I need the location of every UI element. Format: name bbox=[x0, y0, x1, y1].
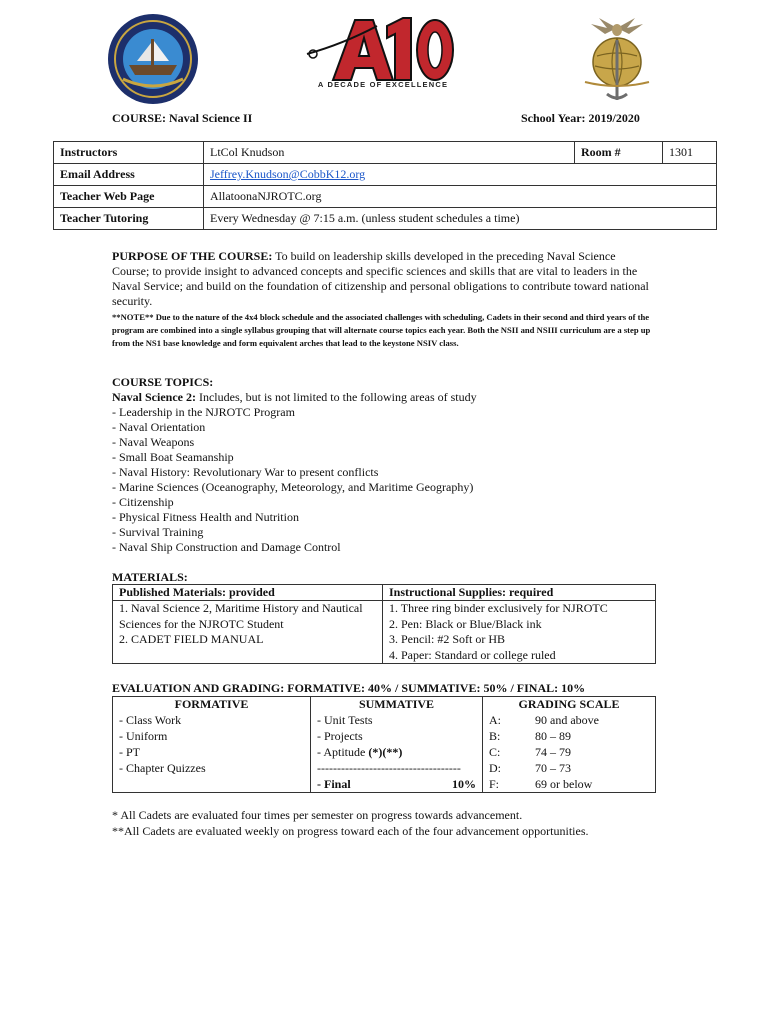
formative-header: FORMATIVE bbox=[113, 697, 311, 713]
list-item: - Naval Orientation bbox=[112, 420, 206, 434]
grade-letter: F: bbox=[489, 777, 500, 791]
purpose-note: **NOTE** Due to the nature of the 4x4 block schedule and the associated challenges with scheduling, Cadets in their second and third years of the program are combined into a single syllabus grouping that will alternate course topics each year. Both the NSII and NSIII curriculum are a step up from the NS1 base knowledge and form equivalent arches that lead to the keystone NSIV class. bbox=[112, 312, 651, 348]
grade-row bbox=[489, 776, 649, 792]
grading-scale-header: GRADING SCALE bbox=[483, 697, 656, 713]
grade-range: 90 and above bbox=[535, 713, 599, 727]
list-item: - Projects bbox=[317, 729, 363, 743]
list-item: - Physical Fitness Health and Nutrition bbox=[112, 510, 299, 524]
web-page-label: Teacher Web Page bbox=[54, 186, 204, 208]
materials-table bbox=[112, 584, 656, 664]
list-item: - Naval Ship Construction and Damage Control bbox=[112, 540, 341, 554]
final-row bbox=[317, 776, 476, 792]
instructors-label: Instructors bbox=[54, 142, 204, 164]
final-value: 10% bbox=[452, 777, 476, 791]
room-value: 1301 bbox=[663, 142, 717, 164]
list-item: - Survival Training bbox=[112, 525, 204, 539]
grade-row bbox=[489, 744, 649, 760]
aptitude-label: - Aptitude bbox=[317, 745, 369, 759]
summative-cell bbox=[311, 712, 483, 793]
list-item: - Chapter Quizzes bbox=[119, 761, 206, 775]
list-item: - Marine Sciences (Oceanography, Meteorology, and Maritime Geography) bbox=[112, 480, 474, 494]
list-item: - Leadership in the NJROTC Program bbox=[112, 405, 295, 419]
summative-header: SUMMATIVE bbox=[311, 697, 483, 713]
list-item: - Naval History: Revolutionary War to present conflicts bbox=[112, 465, 379, 479]
table-row bbox=[54, 186, 717, 208]
required-cell bbox=[383, 601, 656, 664]
grade-letter: B: bbox=[489, 729, 501, 743]
evaluation-title: EVALUATION AND GRADING: FORMATIVE: 40% / SUMMATIVE: 50% / FINAL: 10% bbox=[112, 681, 586, 695]
grade-letter: C: bbox=[489, 745, 501, 759]
navy-rotc-seal-icon bbox=[107, 13, 199, 105]
list-item: - Uniform bbox=[119, 729, 168, 743]
table-row bbox=[54, 164, 717, 186]
purpose-section bbox=[112, 249, 652, 309]
list-item: 1. Naval Science 2, Maritime History and Nautical Sciences for the NJROTC Student bbox=[119, 601, 363, 631]
topics-intro bbox=[112, 390, 652, 405]
a10-logo-caption: A DECADE OF EXCELLENCE bbox=[317, 80, 449, 89]
grade-range: 80 – 89 bbox=[535, 729, 571, 743]
tutoring-value: Every Wednesday @ 7:15 a.m. (unless student schedules a time) bbox=[204, 208, 717, 230]
grade-range: 74 – 79 bbox=[535, 745, 571, 759]
list-item bbox=[317, 744, 476, 760]
table-row bbox=[54, 142, 717, 164]
list-item: - Citizenship bbox=[112, 495, 174, 509]
topics-intro-text: Includes, but is not limited to the following areas of study bbox=[195, 390, 477, 404]
list-item: - Unit Tests bbox=[317, 713, 373, 727]
list-item: - Small Boat Seamanship bbox=[112, 450, 234, 464]
list-item: - Class Work bbox=[119, 713, 182, 727]
footnotes bbox=[112, 807, 652, 839]
web-page-value: AllatoonaNJROTC.org bbox=[204, 186, 717, 208]
instructors-value: LtCol Knudson bbox=[204, 142, 575, 164]
course-title: COURSE: Naval Science II bbox=[112, 111, 253, 125]
required-header: Instructional Supplies: required bbox=[383, 585, 656, 601]
provided-header: Published Materials: provided bbox=[113, 585, 383, 601]
room-label: Room # bbox=[575, 142, 663, 164]
footnote: **All Cadets are evaluated weekly on progress toward each of the four advancement opportunities. bbox=[112, 824, 589, 838]
final-label: - Final bbox=[317, 777, 351, 791]
grade-letter: D: bbox=[489, 761, 501, 775]
list-item: - PT bbox=[119, 745, 140, 759]
grading-table bbox=[112, 696, 656, 793]
grade-row bbox=[489, 728, 649, 744]
provided-cell bbox=[113, 601, 383, 664]
table-row bbox=[54, 208, 717, 230]
list-item: 4. Paper: Standard or college ruled bbox=[389, 647, 556, 662]
school-year: School Year: 2019/2020 bbox=[521, 111, 640, 125]
topics-intro-bold: Naval Science 2: bbox=[112, 390, 196, 404]
list-item: 2. Pen: Black or Blue/Black ink bbox=[389, 616, 542, 631]
grading-scale-cell bbox=[483, 712, 656, 793]
table-row bbox=[113, 712, 656, 793]
grade-range: 70 – 73 bbox=[535, 761, 571, 775]
table-row bbox=[113, 585, 656, 601]
email-cell bbox=[204, 164, 717, 186]
list-item: - Naval Weapons bbox=[112, 435, 195, 449]
formative-cell bbox=[113, 712, 311, 793]
list-item: 1. Three ring binder exclusively for NJROTC bbox=[389, 601, 608, 615]
grade-range: 69 or below bbox=[535, 777, 593, 791]
table-row bbox=[113, 601, 656, 664]
aptitude-marks: (*)(**) bbox=[368, 745, 403, 759]
topics-title: COURSE TOPICS: bbox=[112, 375, 214, 389]
email-label: Email Address bbox=[54, 164, 204, 186]
purpose-title: PURPOSE OF THE COURSE: bbox=[112, 249, 273, 263]
summative-divider: ------------------------------------ bbox=[317, 761, 461, 775]
footnote: * All Cadets are evaluated four times per semester on progress towards advancement. bbox=[112, 808, 523, 822]
tutoring-label: Teacher Tutoring bbox=[54, 208, 204, 230]
grade-row bbox=[489, 760, 649, 776]
purpose-text: To build on leadership skills developed in the preceding Naval Science Course; to provide insight to advanced concepts and specific sciences and skills that are vital to leaders in the Naval Service; and build on the foundation of citizenship and personal obligations to contribute toward national security. bbox=[112, 249, 649, 308]
list-item: 3. Pencil: #2 Soft or HB bbox=[389, 632, 505, 646]
table-row bbox=[113, 697, 656, 713]
grade-letter: A: bbox=[489, 713, 501, 727]
course-topics-section bbox=[112, 375, 652, 555]
instructor-info-table bbox=[53, 141, 717, 230]
usmc-emblem-icon bbox=[577, 10, 657, 104]
email-link[interactable]: Jeffrey.Knudson@CobbK12.org bbox=[210, 167, 366, 181]
grade-row bbox=[489, 712, 649, 728]
materials-title: MATERIALS: bbox=[112, 570, 188, 584]
list-item: 2. CADET FIELD MANUAL bbox=[119, 632, 264, 646]
